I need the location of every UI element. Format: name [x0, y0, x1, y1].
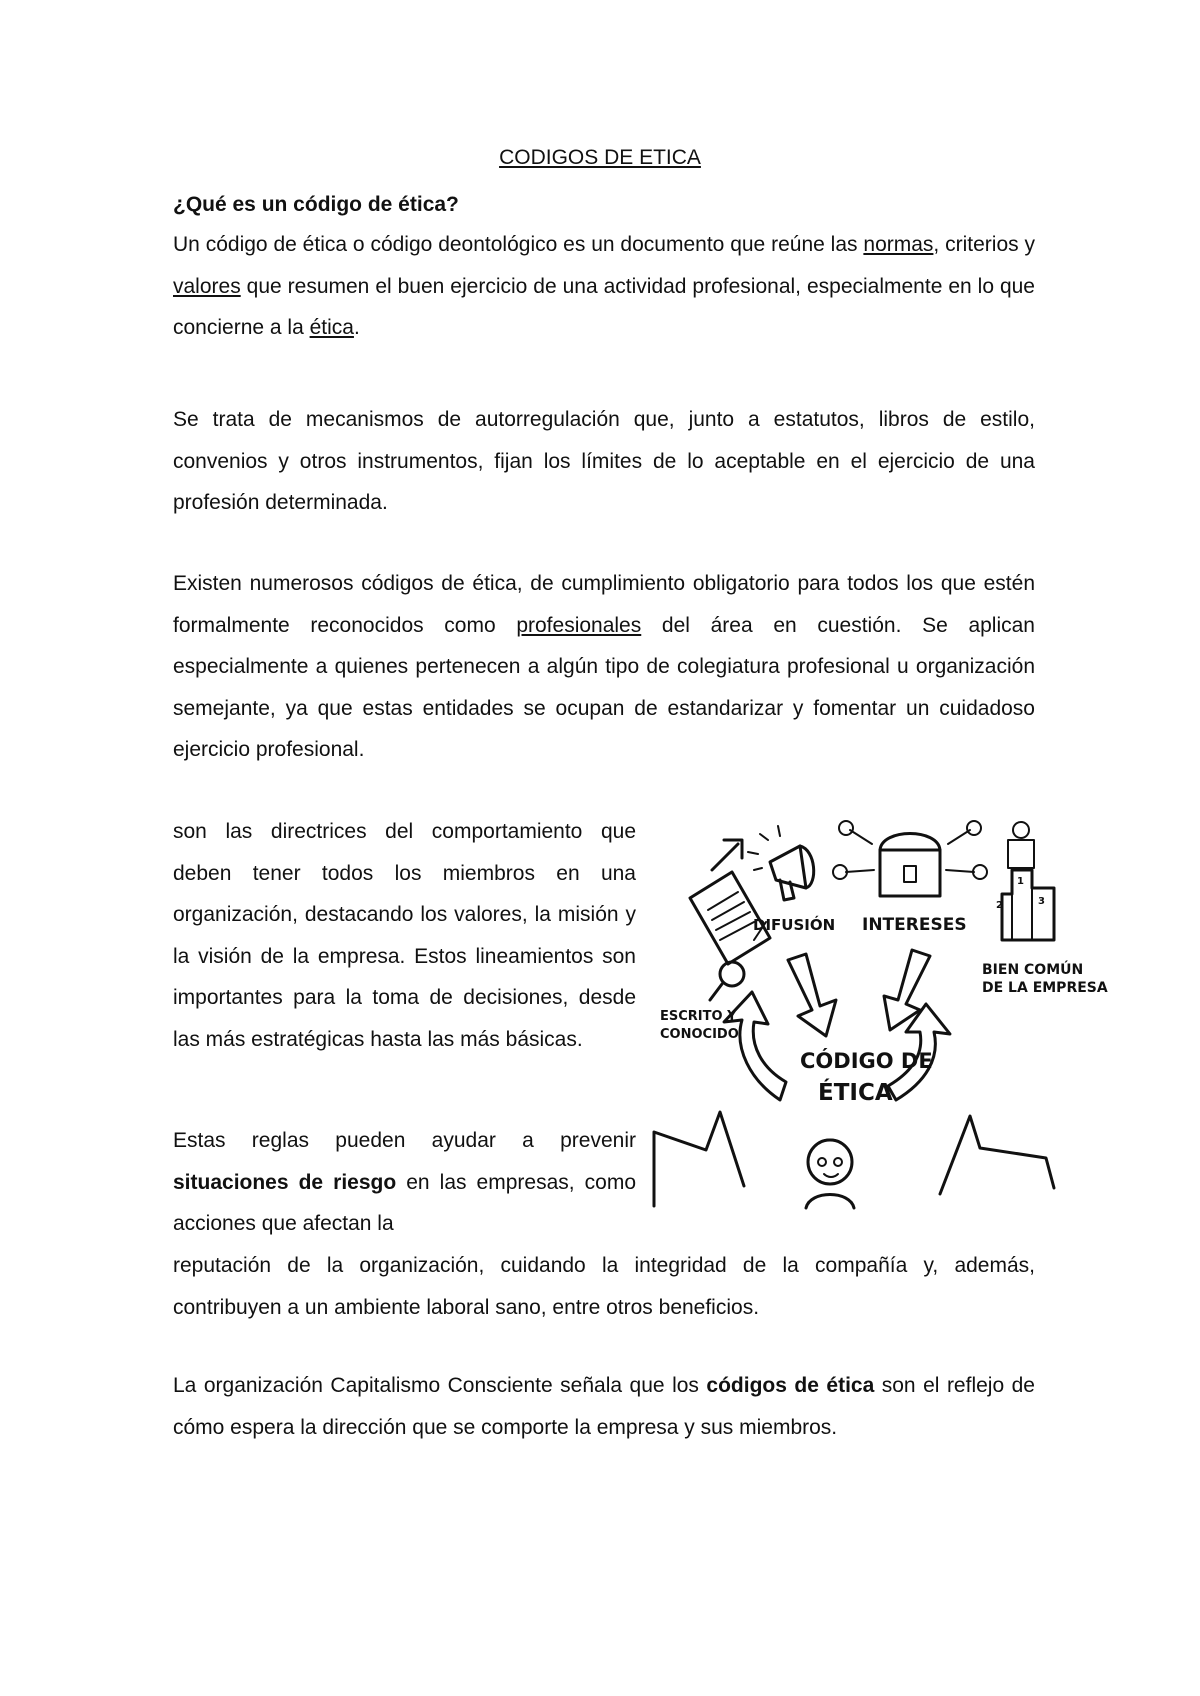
ethics-code-illustration	[650, 810, 1150, 1230]
paragraph-mechanisms: Se trata de mecanismos de autorregulación que, junto a estatutos, libros de estilo, convenios y otros instrumentos, fijan los límites de lo aceptable en el ejercicio de una profesión determinada.	[173, 408, 1035, 514]
podium-number-3: 3	[1038, 896, 1045, 907]
podium-number-2: 2	[996, 900, 1003, 911]
paragraph-directives: son las directrices del comportamiento que deben tener todos los miembros en una organización, destacando los valores, la misión y la visión de la empresa. Estos lineamientos son importantes para la toma de decisiones, desde las más estratégicas hasta las más básicas.	[173, 820, 636, 1051]
label-de-la-empresa: DE LA EMPRESA	[982, 980, 1108, 996]
arrow-up-right-icon	[712, 840, 742, 870]
bold-risk-situations: situaciones de riesgo	[173, 1170, 397, 1194]
link-valores[interactable]: valores	[173, 274, 241, 298]
illustration-drawing	[650, 810, 1150, 1230]
paragraph-numerous-codes	[173, 563, 1035, 771]
document-title: CODIGOS DE ETICA	[499, 146, 701, 169]
paragraph-text: , criterios y	[933, 233, 1035, 256]
link-normas[interactable]: normas	[863, 233, 934, 256]
podium-icon	[996, 822, 1054, 940]
zigzag-line-left	[654, 1112, 744, 1206]
paragraph-risk-continued: reputación de la organización, cuidando la integridad de la compañía y, además, contribuyen a un ambiente laboral sano, entre otros beneficios.	[173, 1254, 1035, 1319]
label-difusion: DIFUSIÓN	[753, 916, 836, 934]
label-escrito: ESCRITO Y	[660, 1009, 737, 1024]
arrow-down-left-icon	[884, 950, 930, 1030]
label-codigo-de: CÓDIGO DE	[800, 1049, 933, 1073]
zigzag-line-right	[940, 1116, 1054, 1194]
document-icon	[690, 872, 770, 1000]
arrow-down-icon	[788, 954, 836, 1036]
label-bien-comun: BIEN COMÚN	[982, 962, 1084, 978]
label-intereses: INTERESES	[862, 915, 967, 935]
paragraph-text: La organización Capitalismo Consciente señala que los	[173, 1374, 707, 1397]
paragraph-text: son el reflejo de cómo espera la dirección que se comporte la empresa y sus miembros.	[173, 1374, 1035, 1439]
paragraph-text: que resumen el buen ejercicio de una actividad profesional, especialmente en lo que concierne a la	[173, 274, 1035, 339]
bold-ethics-codes: códigos de ética	[706, 1374, 875, 1397]
paragraph-conscious-capitalism	[173, 1365, 1035, 1448]
paragraph-text: del área en cuestión. Se aplican especialmente a quienes pertenecen a algún tipo de colegiatura profesional u organización semejante, ya que estas entidades se ocupan de estandarizar y fomentar un cuidadoso ejercicio profesional.	[173, 613, 1035, 761]
label-conocido-text: CONOCIDO	[660, 1027, 739, 1042]
paragraph-risk	[173, 1120, 636, 1245]
treasure-chest-icon	[833, 821, 987, 896]
paragraph-text: Existen numerosos códigos de ética, de cumplimiento obligatorio para todos los que estén formalmente reconocidos como	[173, 572, 1035, 637]
section-question: ¿Qué es un código de ética?	[173, 193, 459, 216]
paragraph-text: Un código de ética o código deontológico es un documento que reúne las	[173, 233, 864, 256]
link-profesionales[interactable]: profesionales	[516, 613, 642, 637]
paragraph-text: .	[353, 316, 360, 339]
paragraph-text: Estas reglas pueden ayudar a prevenir	[173, 1129, 636, 1152]
label-etica: ÉTICA	[818, 1080, 893, 1106]
person-face-icon	[806, 1140, 854, 1209]
paragraph-definition	[173, 224, 1035, 349]
paragraph-text: en las empresas, como acciones que afectan la	[173, 1170, 636, 1235]
megaphone-icon	[748, 826, 814, 900]
podium-number-1: 1	[1017, 876, 1024, 887]
link-etica[interactable]: ética	[309, 316, 354, 339]
